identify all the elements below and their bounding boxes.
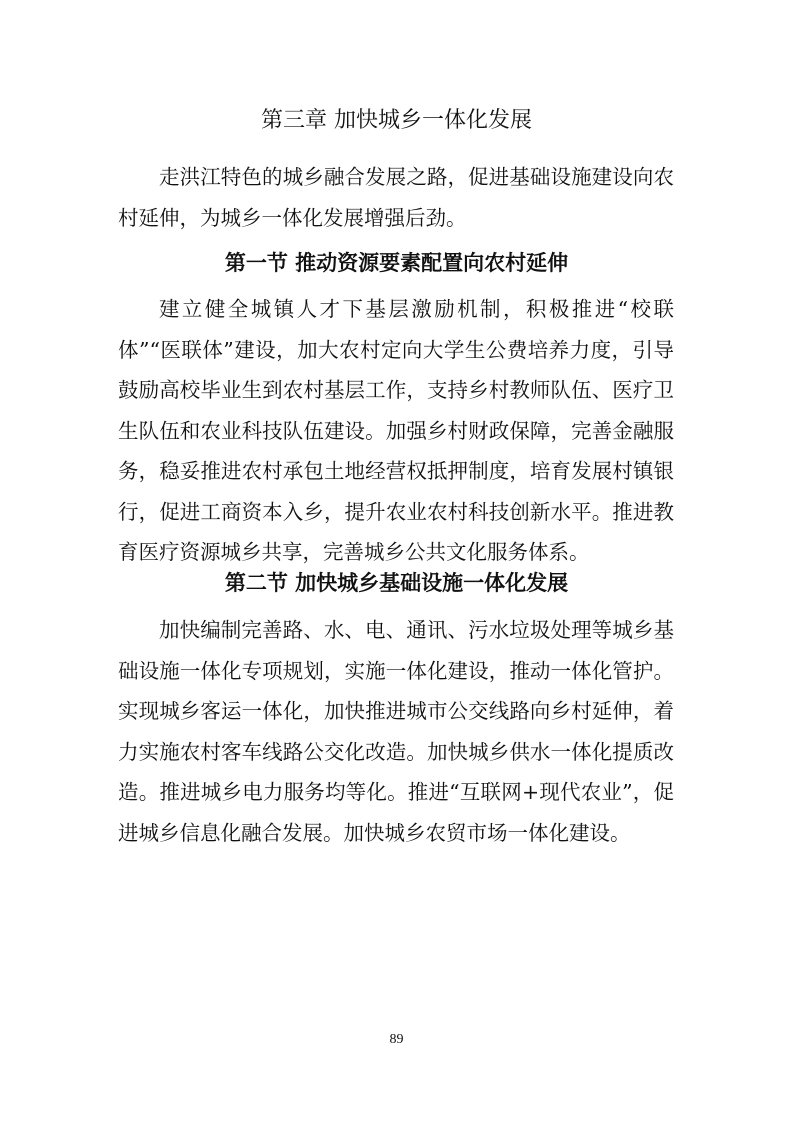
section-1-title: 第一节 推动资源要素配置向农村延伸 [224, 251, 569, 275]
chapter-title: 第三章 加快城乡一体化发展 [261, 108, 532, 133]
page-number: 89 [389, 1032, 404, 1047]
chapter-intro-paragraph: 走洪江特色的城乡融合发展之路，促进基础设施建设向农村延伸，为城乡一体化发展增强后劲。 [118, 165, 674, 230]
section-2-body-paragraph: 加快编制完善路、水、电、通讯、污水垃圾处理等城乡基础设施一体化专项规划，实施一体化建设，推动一体化管护。实现城乡客运一体化，加快推进城市公交线路向乡村延伸，着力实施农村客车线路公交化改造。加快城乡供水一体化提质改造。推进城乡电力服务均等化。推进“互联网+现代农业”，促进城乡信息化融合发展。加快城乡农贸市场一体化建设。 [118, 618, 674, 845]
section-1-body-paragraph: 建立健全城镇人才下基层激励机制，积极推进“校联体”“医联体”建设，加大农村定向大学生公费培养力度，引导鼓励高校毕业生到农村基层工作，支持乡村教师队伍、医疗卫生队伍和农业科技队伍建设。加强乡村财政保障，完善金融服务，稳妥推进农村承包土地经营权抵押制度，培育发展村镇银行，促进工商资本入乡，提升农业农村科技创新水平。推进教育医疗资源城乡共享，完善城乡公共文化服务体系。 [118, 297, 674, 564]
section-2-title: 第二节 加快城乡基础设施一体化发展 [224, 571, 569, 595]
